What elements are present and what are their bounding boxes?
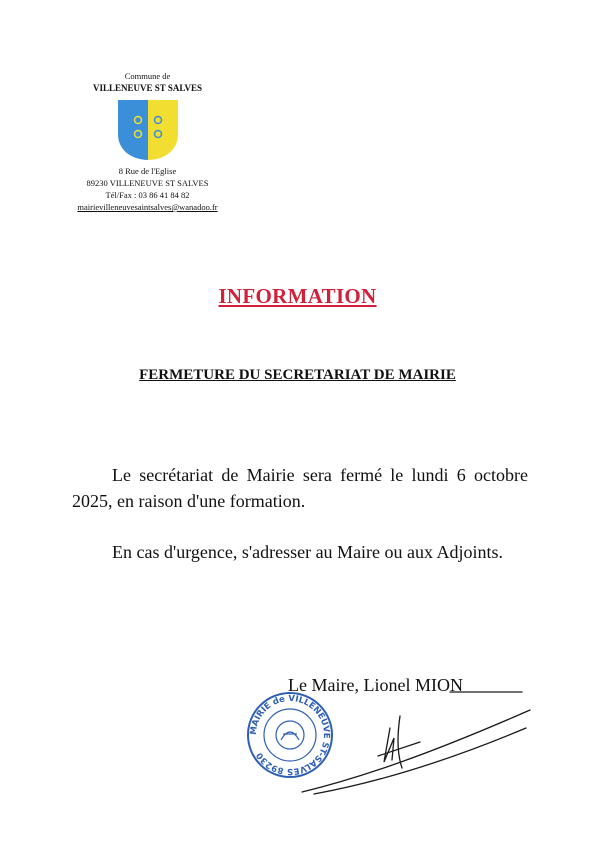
handwritten-signature-icon (300, 690, 540, 805)
address-line-1: 8 Rue de l'Eglise (118, 166, 177, 176)
notice-subtitle: FERMETURE DU SECRETARIAT DE MAIRIE (139, 367, 456, 383)
body-paragraph-1: Le secrétariat de Mairie sera fermé le lundi 6 octobre 2025, en raison d'une formation. (72, 465, 528, 511)
coat-of-arms-icon (116, 98, 180, 162)
phone-fax: Tél/Fax : 03 86 41 84 82 (105, 190, 190, 200)
letterhead (55, 70, 240, 213)
signature-name: Le Maire, Lionel MION (288, 675, 463, 695)
body-paragraph-2: En cas d'urgence, s'adresser au Maire ou aux Adjoints. (112, 542, 504, 562)
stamp-ring-text: MAIRIE de VILLENEUVE ST-SALVES 89230 (248, 693, 332, 777)
email-address: mairievilleneuvesaintsalves@wanadoo.fr (77, 202, 218, 212)
address-line-2: 89230 VILLENEUVE ST SALVES (86, 178, 209, 188)
page-title: INFORMATION (218, 284, 377, 308)
village-name: VILLENEUVE ST SALVES (92, 83, 203, 93)
commune-label: Commune de (124, 71, 171, 81)
